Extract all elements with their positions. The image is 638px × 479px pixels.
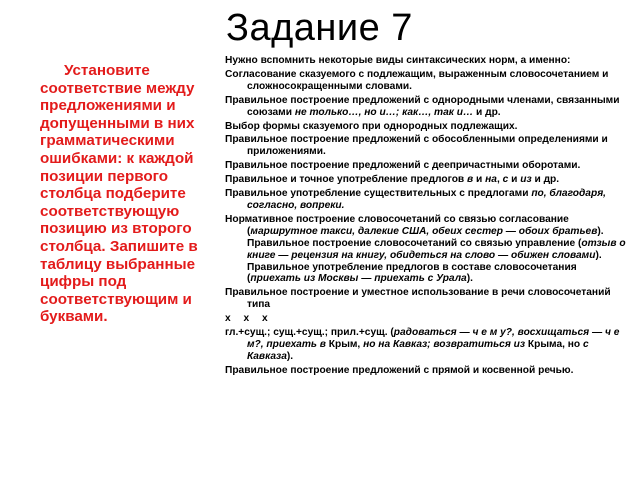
rule-phrase-usage: Правильное построение и уместное использование в речи словосочетаний типа [225,287,611,311]
rule-predicate-agreement: Согласование сказуемого с подлежащим, выраженным словосочетанием и сложносокращенными словами. [225,68,609,92]
rule-prepositions [225,174,630,186]
rule-text: и др. [473,106,501,118]
rule-example: по, благодаря, согласно, вопреки. [247,188,607,211]
rules-list [225,55,630,379]
rule-example: на [485,174,497,186]
rule-text: Правильное употребление существительных с предлогами [225,188,532,200]
rule-example: из [520,174,532,186]
rule-text: ). Правильное употребление предлогов в составе словосочетания ( [247,249,602,285]
rule-text: Нормативное построение словосочетаний со связью согласование ( [225,213,569,237]
rule-participle-phrases: Правильное построение предложений с деепричастными оборотами. [225,160,581,172]
instruction-bold-text: Запишите в таблицу выбранные цифры под соответствующим и буквами. [40,237,198,326]
rule-text: и др. [531,174,560,186]
xs-line: x x x [225,313,268,325]
rule-example: не только…, но и…; как…, так и… [294,106,474,118]
rule-word-combinations [225,214,630,285]
rule-example: в [467,174,474,186]
rule-example: но на Кавказ; возвратиться из [363,338,526,350]
rule-nouns-with-prepositions [225,188,630,212]
rule-phrase-types [225,327,630,363]
rule-text: ). Правильное построение словосочетаний со связью управление ( [247,225,604,249]
rule-text: Крыма, но [525,338,583,350]
rule-text: ). [286,350,294,362]
rule-text: Правильное построение предложений с однородными членами, связанными союзами [225,94,620,118]
rule-example: приехать из Москвы — приехать с Урала [250,273,467,285]
rule-example: отзыв о книге — рецензия на книгу, обидеться на слово — обижен словами [247,237,626,261]
task-instruction [40,62,212,326]
rule-text: , [496,174,503,186]
rule-example: с [502,174,509,186]
rule-text: и [473,174,486,186]
rule-isolated-definitions: Правильное построение предложений с обособленными определениями и приложениями. [225,134,608,158]
rule-text: Крым, [325,338,364,350]
rule-text: Правильное и точное употребление предлогов [225,174,468,186]
rule-homogeneous-members [225,95,630,119]
rule-text: и [508,174,521,186]
rule-example: радоваться — ч е м у?, восхищаться — ч е м?, приехать в [247,327,620,350]
page-title: Задание 7 [226,7,413,49]
rule-text: гл.+сущ.; сущ.+сущ.; прил.+сущ. ( [225,327,394,339]
instruction-red-text: Установите соответствие между предложениями и допущенными в них грамматическими ошибками: к каждой позиции первого столбца подберите соответствующую позицию из второго столбца. [40,62,195,255]
rule-predicate-form: Выбор формы сказуемого при однородных подлежащих. [225,120,518,132]
rule-example: с Кавказа [247,338,589,362]
rule-text: ). [466,273,473,285]
rule-direct-indirect-speech: Правильное построение предложений с прямой и косвенной речью. [225,364,574,376]
rule-example: маршрутное такси, далекие США, обеих сестер — обоих братьев [250,225,598,237]
rule-intro: Нужно вспомнить некоторые виды синтаксических норм, а именно: [225,55,571,66]
